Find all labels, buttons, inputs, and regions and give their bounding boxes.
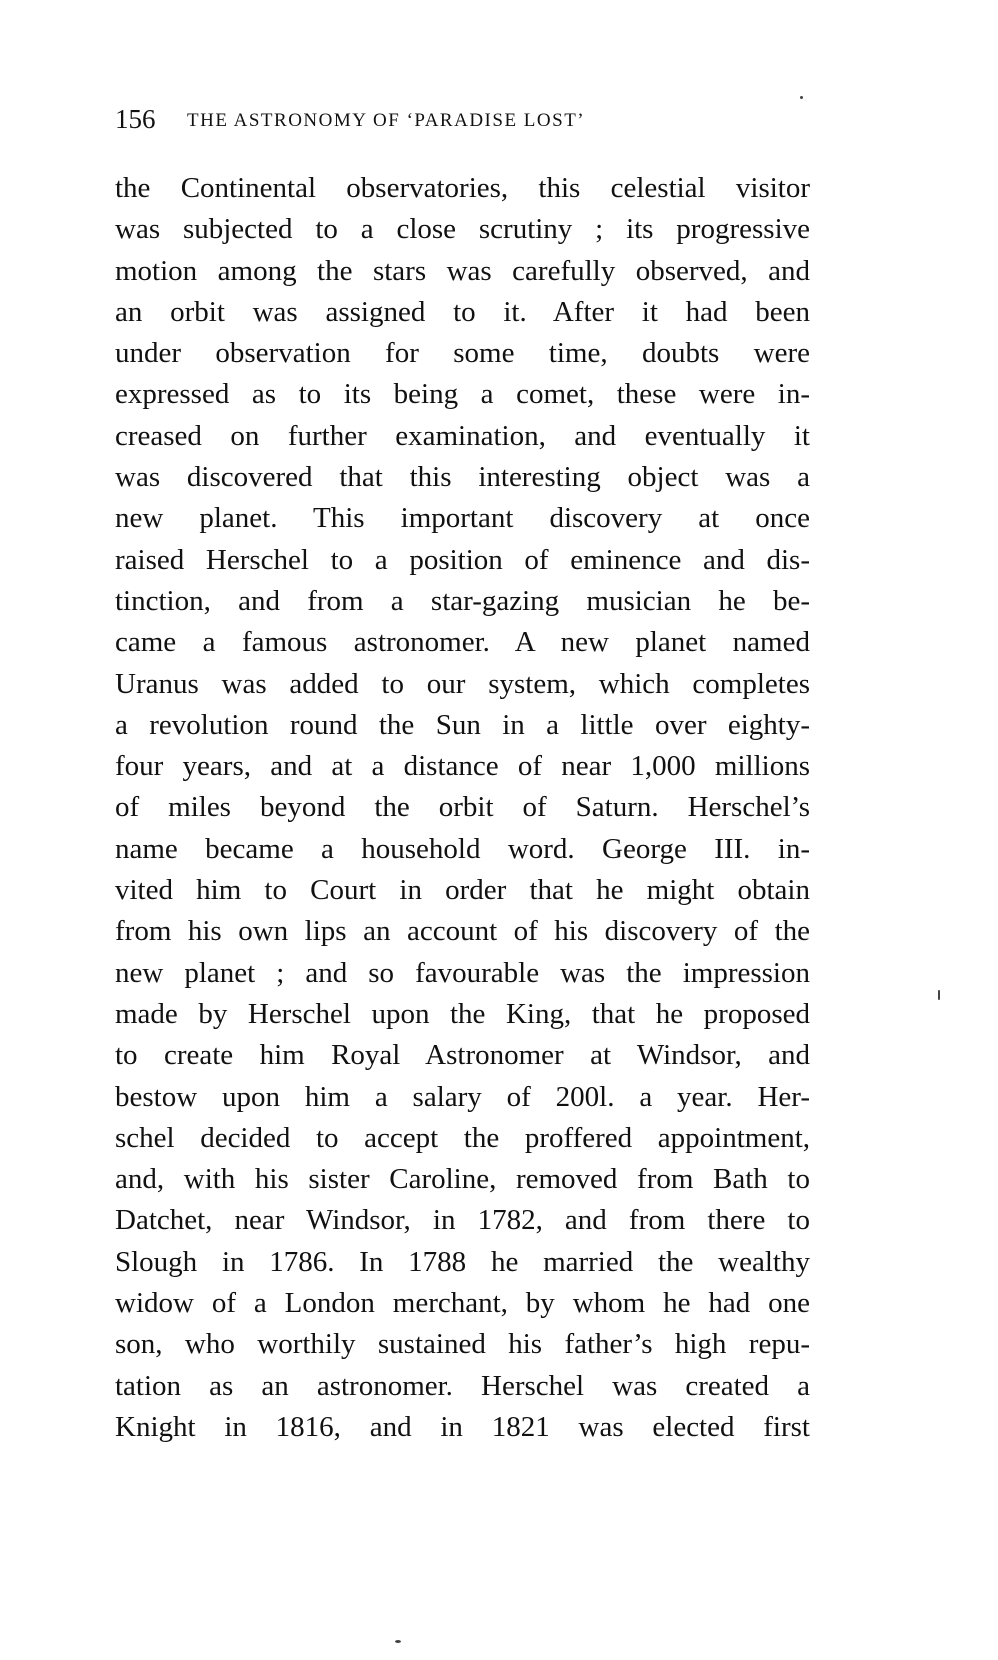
text-line: Uranus was added to our system, which completes [115,667,810,700]
text-line: schel decided to accept the proffered appointment, [115,1121,810,1154]
text-line: four years, and at a distance of near 1,000 millions [115,750,810,783]
text-line: Datchet, near Windsor, in 1782, and from there to [115,1204,810,1237]
text-line: of miles beyond the orbit of Saturn. Herschel’s [115,791,810,824]
scan-speck [938,990,940,1000]
text-line: name became a household word. George III. in- [115,832,810,865]
text-line: from his own lips an account of his discovery of the [115,915,810,948]
text-line: expressed as to its being a comet, these were in- [115,378,810,411]
text-line: vited him to Court in order that he might obtain [115,874,810,907]
text-line: to create him Royal Astronomer at Windsor, and [115,1039,810,1072]
text-line: tation as an astronomer. Herschel was created a [115,1369,810,1402]
scan-speck [395,1640,401,1643]
running-title: THE ASTRONOMY OF ‘PARADISE LOST’ [187,110,586,131]
text-line: new planet. This important discovery at once [115,502,810,535]
scan-speck [800,96,803,99]
running-header [115,104,815,138]
text-line: raised Herschel to a position of eminence and dis- [115,543,810,576]
text-line: tinction, and from a star-gazing musician he be- [115,584,810,617]
text-line: was discovered that this interesting object was a [115,461,810,494]
text-line: the Continental observatories, this celestial visitor [115,172,810,204]
text-line: made by Herschel upon the King, that he proposed [115,997,810,1030]
text-line: and, with his sister Caroline, removed from Bath to [115,1163,810,1196]
text-line: a revolution round the Sun in a little over eighty- [115,708,810,741]
page-body-text [115,168,810,1448]
text-line: widow of a London merchant, by whom he had one [115,1287,810,1320]
text-line: came a famous astronomer. A new planet named [115,626,810,659]
text-line: Slough in 1786. In 1788 he married the wealthy [115,1245,810,1278]
text-line: was subjected to a close scrutiny ; its progressive [115,213,810,246]
text-line: under observation for some time, doubts were [115,337,810,370]
text-line: motion among the stars was carefully observed, and [115,254,810,287]
text-line: son, who worthily sustained his father’s high repu- [115,1328,810,1361]
text-line: an orbit was assigned to it. After it had been [115,295,810,328]
text-line: Knight in 1816, and in 1821 was elected first [115,1410,810,1443]
text-line: new planet ; and so favourable was the impression [115,956,810,989]
page-number: 156 [115,104,156,134]
text-line: creased on further examination, and eventually it [115,419,810,452]
text-line: bestow upon him a salary of 200l. a year. Her- [115,1080,810,1113]
